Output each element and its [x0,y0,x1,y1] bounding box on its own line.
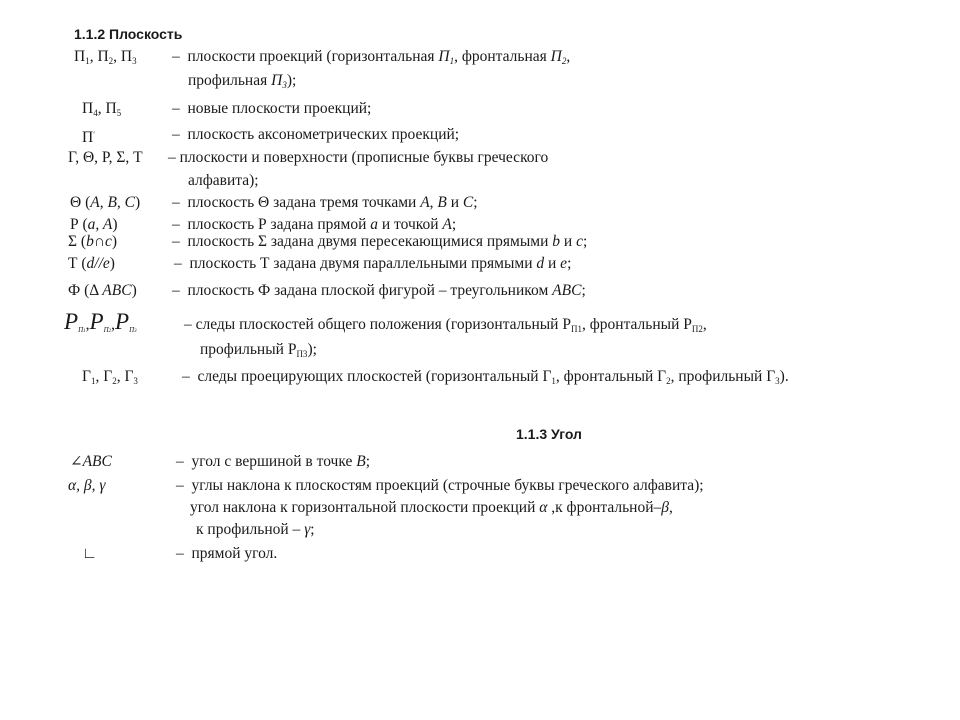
section-heading-plane: 1.1.2 Плоскость [74,26,183,42]
section-heading-angle: 1.1.3 Угол [516,426,582,442]
symbol-p-aa: Р (a, A) [70,216,118,233]
desc-t-de: – плоскость Т задана двумя параллельными прямыми d и e; [174,255,572,272]
desc-new-planes: – новые плоскости проекций; [172,100,372,117]
symbol-greek-planes: Г, Θ, Р, Σ, Т [68,149,143,166]
desc-projection-planes-cont: профильная $П_3$); [188,72,297,90]
right-angle-icon: ∟ [82,545,98,562]
symbol-angle-abc: ∠ABC [70,453,112,470]
desc-traces-general-cont: профильный $Р_{П3}$); [200,341,317,359]
desc-sigma-bc: – плоскость Σ задана двумя пересекающимися прямыми b и c; [172,233,588,250]
symbol-phi-abc: Ф (Δ ABC) [68,282,137,299]
desc-right-angle: – прямой угол. [176,545,278,562]
desc-greek-planes-cont: алфавита); [188,172,259,189]
symbol-traces-projecting: $Г_1$, $Г_2$, $Г_3$ [82,368,138,386]
symbol-greek-angles: α, β, γ [68,477,106,494]
desc-phi-abc: – плоскость Ф задана плоской фигурой – треугольником ABC; [172,282,586,299]
desc-angle-abc: – угол с вершиной в точке B; [176,453,371,470]
symbol-projection-planes: $П_1$, $П_2$, $П_3$ [74,48,137,66]
desc-traces-projecting: – следы проецирующих плоскостей (горизонтальный $Г_1$, фронтальный $Г_2$, профильный $Г_3$). [182,368,789,386]
desc-greek-angles-cont1: угол наклона к горизонтальной плоскости проекций α ,к фронтальной–β, [190,499,673,516]
desc-axon-plane: – плоскость аксонометрических проекций; [172,126,460,143]
symbol-new-planes: $П_4$, $П_5$ [82,100,122,118]
angle-icon: ∠ [70,454,83,470]
desc-p-aa: – плоскость Р задана прямой a и точкой A; [172,216,457,233]
symbol-traces-general: $P_{П1},P_{П2},P_{П3}$ [64,309,137,334]
symbol-t-de: Т (d//e) [68,255,115,272]
symbol-axon-plane: П′ [82,129,95,146]
desc-projection-planes: – плоскости проекций (горизонтальная $П_1$, фронтальная $П_2$, [172,48,571,66]
desc-greek-angles-cont2: к профильной – γ; [196,521,315,538]
symbol-sigma-bc: Σ (b∩c) [68,233,118,250]
desc-greek-angles: – углы наклона к плоскостям проекций (строчные буквы греческого алфавита); [176,477,704,494]
desc-theta-abc: – плоскость Θ задана тремя точками A, B и C; [172,194,478,211]
symbol-theta-abc: Θ (A, B, C) [70,194,141,211]
desc-traces-general: – следы плоскостей общего положения (горизонтальный $Р_{П1}$, фронтальный $Р_{П2}$, [184,316,707,334]
desc-greek-planes: – плоскости и поверхности (прописные буквы греческого [168,149,549,166]
